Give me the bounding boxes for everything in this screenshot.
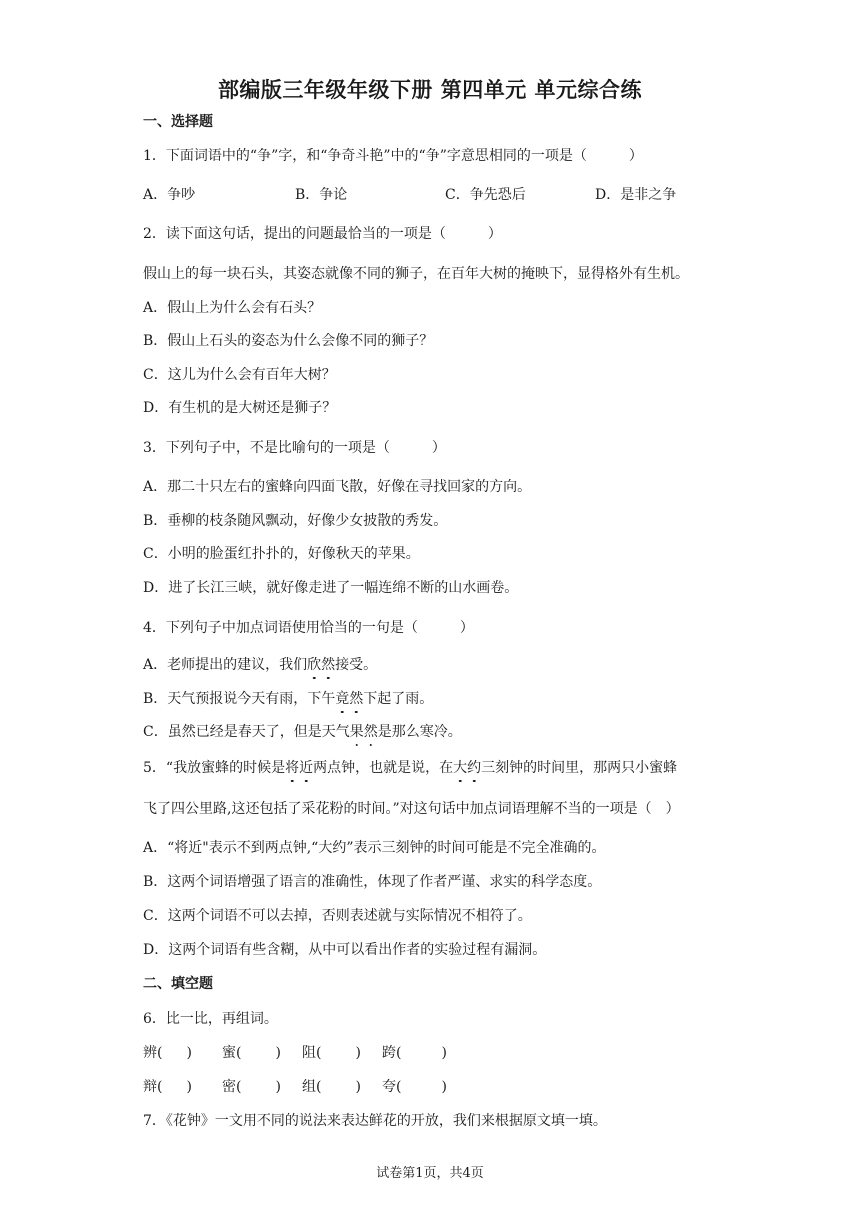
emphasis-dot-char: 约 bbox=[467, 760, 482, 776]
q6-paren: ) bbox=[275, 1079, 281, 1095]
section-heading-choice: 一、选择题 bbox=[143, 114, 213, 130]
q5-option-b: B．这两个词语增强了语言的准确性，体现了作者严谨、求实的科学态度。 bbox=[143, 874, 602, 890]
question-5-stem-line-1 bbox=[143, 758, 677, 778]
page-footer: 试卷第1页，共4页 bbox=[376, 1166, 484, 1181]
q1-option-d: D．是非之争 bbox=[595, 187, 677, 203]
q5-option-d: D．这两个词语有些含糊，从中可以看出作者的实验过程有漏洞。 bbox=[143, 942, 547, 958]
q6-row2-item-1 bbox=[143, 1077, 192, 1097]
q6-char: 夸( bbox=[382, 1079, 402, 1095]
emphasis-dot-char: 大 bbox=[453, 760, 468, 776]
q1-option-a: A．争吵 bbox=[143, 187, 196, 203]
q3-option-c: C．小明的脸蛋红扑扑的，好像秋天的苹果。 bbox=[143, 546, 420, 562]
q4-c-dotted-word bbox=[350, 724, 378, 740]
q4-a-text-after: 接受。 bbox=[335, 657, 378, 673]
q2-option-a: A．假山上为什么会有石头？ bbox=[143, 300, 322, 316]
q2-option-c: C．这儿为什么会有百年大树？ bbox=[143, 367, 336, 383]
q1-option-b: B．争论 bbox=[295, 187, 348, 203]
q3-option-b: B．垂柳的枝条随风飘动，好像少女披散的秀发。 bbox=[143, 513, 448, 529]
question-7-stem: 7．《花钟》一文用不同的说法来表达鲜花的开放，我们来根据原文填一填。 bbox=[143, 1113, 607, 1129]
q6-row2-item-2 bbox=[222, 1077, 281, 1097]
q4-c-text-before: C．虽然已经是春天了，但是天气 bbox=[143, 724, 350, 740]
question-1-stem: 1．下面词语中的“争”字，和“争奇斗艳”中的“争”字意思相同的一项是（ ） bbox=[143, 148, 643, 164]
q6-char: 蜜( bbox=[222, 1045, 242, 1061]
q6-row2-item-4 bbox=[382, 1077, 447, 1097]
question-2-stem: 2．读下面这句话，提出的问题最恰当的一项是（ ） bbox=[143, 226, 502, 242]
q6-row1-item-3 bbox=[302, 1043, 361, 1063]
emphasis-dot-char: 近 bbox=[299, 760, 314, 776]
q5-text-1: 5．“我放蜜蜂的时候是 bbox=[143, 760, 286, 776]
q6-char: 阻( bbox=[302, 1045, 322, 1061]
q6-paren: ) bbox=[275, 1045, 281, 1061]
q3-option-d: D．进了长江三峡，就好像走进了一幅连绵不断的山水画卷。 bbox=[143, 580, 519, 596]
q4-a-text-before: A．老师提出的建议，我们 bbox=[143, 657, 308, 673]
q4-option-b bbox=[143, 689, 433, 709]
q3-option-a: A．那二十只左右的蜜蜂向四面飞散，好像在寻找回家的方向。 bbox=[143, 479, 532, 495]
emphasis-dot-char: 果 bbox=[349, 724, 364, 740]
emphasis-dot-char: 将 bbox=[285, 760, 300, 776]
q1-option-c: C．争先恐后 bbox=[445, 187, 526, 203]
q2-option-b: B．假山上石头的姿态为什么会像不同的狮子？ bbox=[143, 333, 434, 349]
q4-a-dotted-word bbox=[307, 657, 335, 673]
q5-text-3: 三刻钟的时间里，那两只小蜜蜂 bbox=[481, 760, 678, 776]
q5-text-2: 两点钟，也就是说，在 bbox=[313, 760, 454, 776]
q6-char: 辨( bbox=[143, 1045, 163, 1061]
q6-row1-item-1 bbox=[143, 1043, 192, 1063]
q6-paren: ) bbox=[355, 1045, 361, 1061]
q6-paren: ) bbox=[186, 1079, 192, 1095]
question-3-stem: 3．下列句子中，不是比喻句的一项是（ ） bbox=[143, 440, 446, 456]
page-title: 部编版三年级年级下册 第四单元 单元综合练 bbox=[217, 78, 643, 102]
q4-c-text-after: 是那么寒冷。 bbox=[377, 724, 462, 740]
q6-paren: ) bbox=[441, 1045, 447, 1061]
q6-paren: ) bbox=[441, 1079, 447, 1095]
q5-option-a: A．“将近"表示不到两点钟,“大约”表示三刻钟的时间可能是不完全准确的。 bbox=[143, 840, 606, 856]
emphasis-dot-char: 然 bbox=[321, 657, 336, 673]
q6-char: 密( bbox=[222, 1079, 242, 1095]
q6-char: 跨( bbox=[382, 1045, 402, 1061]
q5-dotted-word-1 bbox=[285, 760, 313, 776]
q6-row1-item-4 bbox=[382, 1043, 447, 1063]
q4-option-c bbox=[143, 722, 462, 742]
q5-option-c: C．这两个词语不可以去掉，否则表述就与实际情况不相符了。 bbox=[143, 908, 532, 924]
q6-char: 组( bbox=[302, 1079, 322, 1095]
q2-option-d: D．有生机的是大树还是狮子？ bbox=[143, 400, 337, 416]
q6-row2-item-3 bbox=[302, 1077, 361, 1097]
q4-b-dotted-word bbox=[335, 691, 363, 707]
question-6-stem: 6．比一比，再组词。 bbox=[143, 1011, 278, 1027]
emphasis-dot-char: 然 bbox=[363, 724, 378, 740]
q4-option-a bbox=[143, 655, 377, 675]
q4-b-text-before: B．天气预报说今天有雨，下午 bbox=[143, 691, 336, 707]
section-heading-fill-in: 二、填空题 bbox=[143, 976, 213, 992]
q4-b-text-after: 下起了雨。 bbox=[363, 691, 434, 707]
emphasis-dot-char: 欣 bbox=[307, 657, 322, 673]
emphasis-dot-char: 竟 bbox=[335, 691, 350, 707]
emphasis-dot-char: 然 bbox=[349, 691, 364, 707]
q6-paren: ) bbox=[355, 1079, 361, 1095]
q6-paren: ) bbox=[186, 1045, 192, 1061]
q5-dotted-word-2 bbox=[453, 760, 481, 776]
q6-row1-item-2 bbox=[222, 1043, 281, 1063]
question-4-stem: 4．下列句子中加点词语使用恰当的一句是（ ） bbox=[143, 620, 474, 636]
question-2-passage: 假山上的每一块石头，其姿态就像不同的狮子，在百年大树的掩映下，显得格外有生机。 bbox=[143, 266, 689, 282]
question-5-stem-line-2: 飞了四公里路,这还包括了采花粉的时间。”对这句话中加点词语理解不当的一项是（ ） bbox=[143, 801, 680, 817]
q6-char: 辩( bbox=[143, 1079, 163, 1095]
